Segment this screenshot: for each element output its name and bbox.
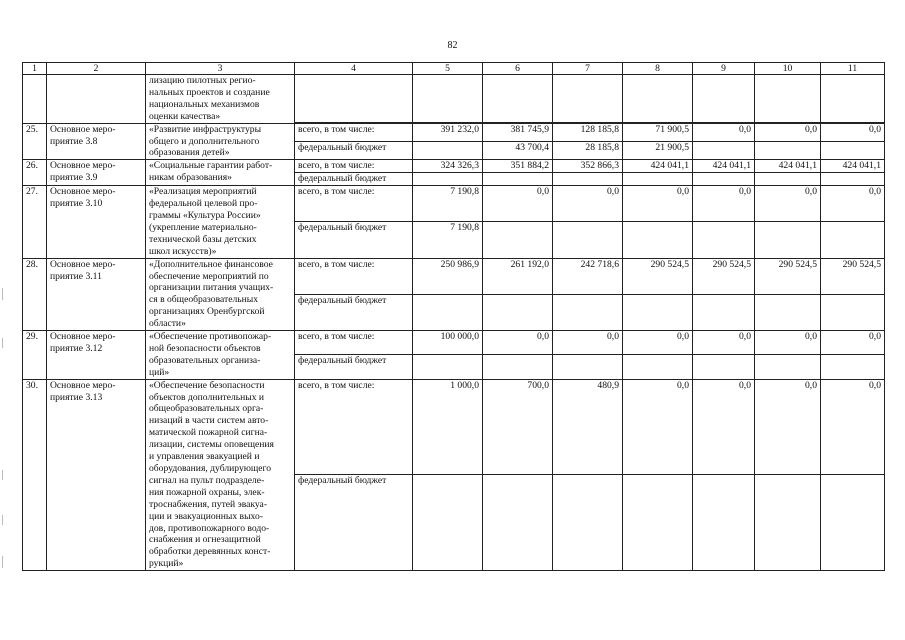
amount-total: 250 986,9 (413, 258, 483, 294)
amount-federal (821, 294, 885, 330)
amount-total: 424 041,1 (693, 160, 755, 173)
amount-total: 480,9 (553, 379, 623, 475)
amount-federal (693, 294, 755, 330)
amount-federal (821, 222, 885, 258)
amount-total: 71 900,5 (623, 123, 693, 141)
row-number: 27. (23, 186, 47, 258)
amount-total (483, 75, 553, 123)
amount-federal (483, 294, 553, 330)
column-header: 3 (146, 63, 295, 75)
table-row (23, 379, 885, 475)
table-row (23, 331, 885, 355)
amount-total: 0,0 (755, 331, 821, 355)
scan-margin-mark (2, 515, 3, 525)
scan-margin-mark (2, 556, 3, 568)
page-number: 82 (447, 40, 458, 51)
amount-total: 0,0 (821, 379, 885, 475)
amount-federal: 43 700,4 (483, 141, 553, 159)
funding-source-federal: федеральный бюджет (295, 294, 413, 330)
column-header: 4 (295, 63, 413, 75)
funding-source-federal: федеральный бюджет (295, 222, 413, 258)
row-number: 25. (23, 123, 47, 160)
amount-federal (413, 141, 483, 159)
amount-federal (693, 141, 755, 159)
amount-total: 424 041,1 (821, 160, 885, 173)
amount-total: 391 232,0 (413, 123, 483, 141)
amount-total: 261 192,0 (483, 258, 553, 294)
amount-federal (553, 222, 623, 258)
amount-total: 0,0 (553, 186, 623, 222)
amount-total: 242 718,6 (553, 258, 623, 294)
table-row (23, 160, 885, 173)
amount-federal (623, 475, 693, 571)
scan-margin-mark (2, 288, 3, 300)
funding-source-federal: федеральный бюджет (295, 173, 413, 186)
scan-margin-mark (2, 470, 3, 480)
column-header: 11 (821, 63, 885, 75)
amount-federal (413, 355, 483, 379)
amount-federal (413, 475, 483, 571)
amount-total: 290 524,5 (623, 258, 693, 294)
amount-total (553, 75, 623, 123)
amount-federal (483, 173, 553, 186)
amount-total: 700,0 (483, 379, 553, 475)
amount-federal (483, 355, 553, 379)
amount-total: 351 884,2 (483, 160, 553, 173)
amount-total: 100 000,0 (413, 331, 483, 355)
amount-federal (755, 222, 821, 258)
amount-total (623, 75, 693, 123)
amount-federal (821, 173, 885, 186)
amount-total (821, 75, 885, 123)
table-row (23, 186, 885, 222)
amount-federal (553, 355, 623, 379)
column-header: 5 (413, 63, 483, 75)
amount-federal (553, 173, 623, 186)
amount-federal (755, 173, 821, 186)
amount-total: 352 866,3 (553, 160, 623, 173)
row-number: 26. (23, 160, 47, 186)
amount-total: 0,0 (623, 186, 693, 222)
amount-federal (693, 222, 755, 258)
event-description: «Обеспечение противопожар- ной безопасности объектов образовательных организа- ций» (146, 331, 295, 380)
amount-total: 0,0 (693, 123, 755, 141)
header-row (23, 63, 885, 75)
event-name (47, 75, 146, 124)
row-number: 28. (23, 258, 47, 330)
amount-federal: 21 900,5 (623, 141, 693, 159)
funding-source-total: всего, в том числе: (295, 331, 413, 355)
amount-total: 0,0 (693, 379, 755, 475)
table-row (23, 258, 885, 294)
budget-table (22, 62, 885, 571)
amount-federal (413, 173, 483, 186)
column-header: 1 (23, 63, 47, 75)
amount-federal (755, 355, 821, 379)
column-header: 8 (623, 63, 693, 75)
column-header: 10 (755, 63, 821, 75)
amount-total: 324 326,3 (413, 160, 483, 173)
amount-total: 0,0 (623, 331, 693, 355)
table-row (23, 75, 885, 123)
amount-total: 424 041,1 (755, 160, 821, 173)
event-description: «Обеспечение безопасности объектов дополнительных и общеобразовательных орга- низаций в части систем авто- матической пожарной сигна- лизации, системы оповещения и управления эвакуацией и оборудования, дублирующего сигнал на пульт подразделе- ния пожарной охраны, элек- троснабжения, путей эвакуа- ции и эвакуационных выхо- дов, противопожарного водо- снабжения и огнезащитной обработки деревянных конст- рукций» (146, 379, 295, 571)
amount-total: 0,0 (755, 186, 821, 222)
funding-source-total (295, 75, 413, 123)
amount-federal (693, 355, 755, 379)
funding-source-federal: федеральный бюджет (295, 355, 413, 379)
funding-source-total: всего, в том числе: (295, 186, 413, 222)
amount-total (755, 75, 821, 123)
amount-total: 290 524,5 (693, 258, 755, 294)
amount-total (693, 75, 755, 123)
event-description: «Реализация мероприятий федеральной целевой про- граммы «Культура России» (укрепление материально- технической базы детских школ искусств)» (146, 186, 295, 258)
event-name: Основное меро- приятие 3.12 (47, 331, 146, 380)
amount-federal (623, 173, 693, 186)
event-description: «Развитие инфраструктуры общего и дополнительного образования детей» (146, 123, 295, 160)
amount-federal (821, 141, 885, 159)
amount-federal (755, 475, 821, 571)
amount-total: 0,0 (821, 331, 885, 355)
amount-total: 424 041,1 (623, 160, 693, 173)
amount-federal (623, 294, 693, 330)
funding-source-federal: федеральный бюджет (295, 475, 413, 571)
amount-total: 128 185,8 (553, 123, 623, 141)
amount-total: 0,0 (553, 331, 623, 355)
funding-source-federal: федеральный бюджет (295, 141, 413, 159)
amount-total: 290 524,5 (755, 258, 821, 294)
event-name: Основное меро- приятие 3.13 (47, 379, 146, 571)
amount-federal: 7 190,8 (413, 222, 483, 258)
amount-total: 0,0 (693, 186, 755, 222)
amount-federal (413, 294, 483, 330)
funding-source-total: всего, в том числе: (295, 123, 413, 141)
funding-source-total: всего, в том числе: (295, 160, 413, 173)
amount-total: 7 190,8 (413, 186, 483, 222)
amount-total (413, 75, 483, 123)
amount-federal (821, 475, 885, 571)
amount-total: 0,0 (821, 186, 885, 222)
amount-federal (623, 222, 693, 258)
amount-total: 1 000,0 (413, 379, 483, 475)
column-header: 2 (47, 63, 146, 75)
scan-margin-mark (2, 338, 3, 348)
event-name: Основное меро- приятие 3.10 (47, 186, 146, 258)
row-number (23, 75, 47, 124)
amount-total: 0,0 (693, 331, 755, 355)
amount-federal (693, 173, 755, 186)
event-name: Основное меро- приятие 3.9 (47, 160, 146, 186)
funding-source-total: всего, в том числе: (295, 258, 413, 294)
amount-federal (623, 355, 693, 379)
event-description: лизацию пилотных регио- нальных проектов и создание национальных механизмов оценки качества» (146, 75, 295, 124)
amount-total: 0,0 (755, 379, 821, 475)
amount-federal (483, 222, 553, 258)
row-number: 29. (23, 331, 47, 380)
event-description: «Дополнительное финансовое обеспечение мероприятий по организации питания учащих- ся в общеобразовательных организациях Оренбургской области» (146, 258, 295, 330)
amount-federal (483, 475, 553, 571)
column-header: 7 (553, 63, 623, 75)
amount-total: 0,0 (821, 123, 885, 141)
row-number: 30. (23, 379, 47, 571)
amount-total: 381 745,9 (483, 123, 553, 141)
event-description: «Социальные гарантии работ- никам образования» (146, 160, 295, 186)
event-name: Основное меро- приятие 3.8 (47, 123, 146, 160)
column-header: 6 (483, 63, 553, 75)
amount-total: 0,0 (755, 123, 821, 141)
table-row (23, 123, 885, 141)
amount-total: 0,0 (483, 186, 553, 222)
amount-total: 290 524,5 (821, 258, 885, 294)
amount-federal: 28 185,8 (553, 141, 623, 159)
amount-total: 0,0 (623, 379, 693, 475)
column-header: 9 (693, 63, 755, 75)
amount-total: 0,0 (483, 331, 553, 355)
amount-federal (693, 475, 755, 571)
amount-federal (755, 141, 821, 159)
event-name: Основное меро- приятие 3.11 (47, 258, 146, 330)
funding-source-total: всего, в том числе: (295, 379, 413, 475)
amount-federal (553, 475, 623, 571)
amount-federal (821, 355, 885, 379)
amount-federal (755, 294, 821, 330)
amount-federal (553, 294, 623, 330)
